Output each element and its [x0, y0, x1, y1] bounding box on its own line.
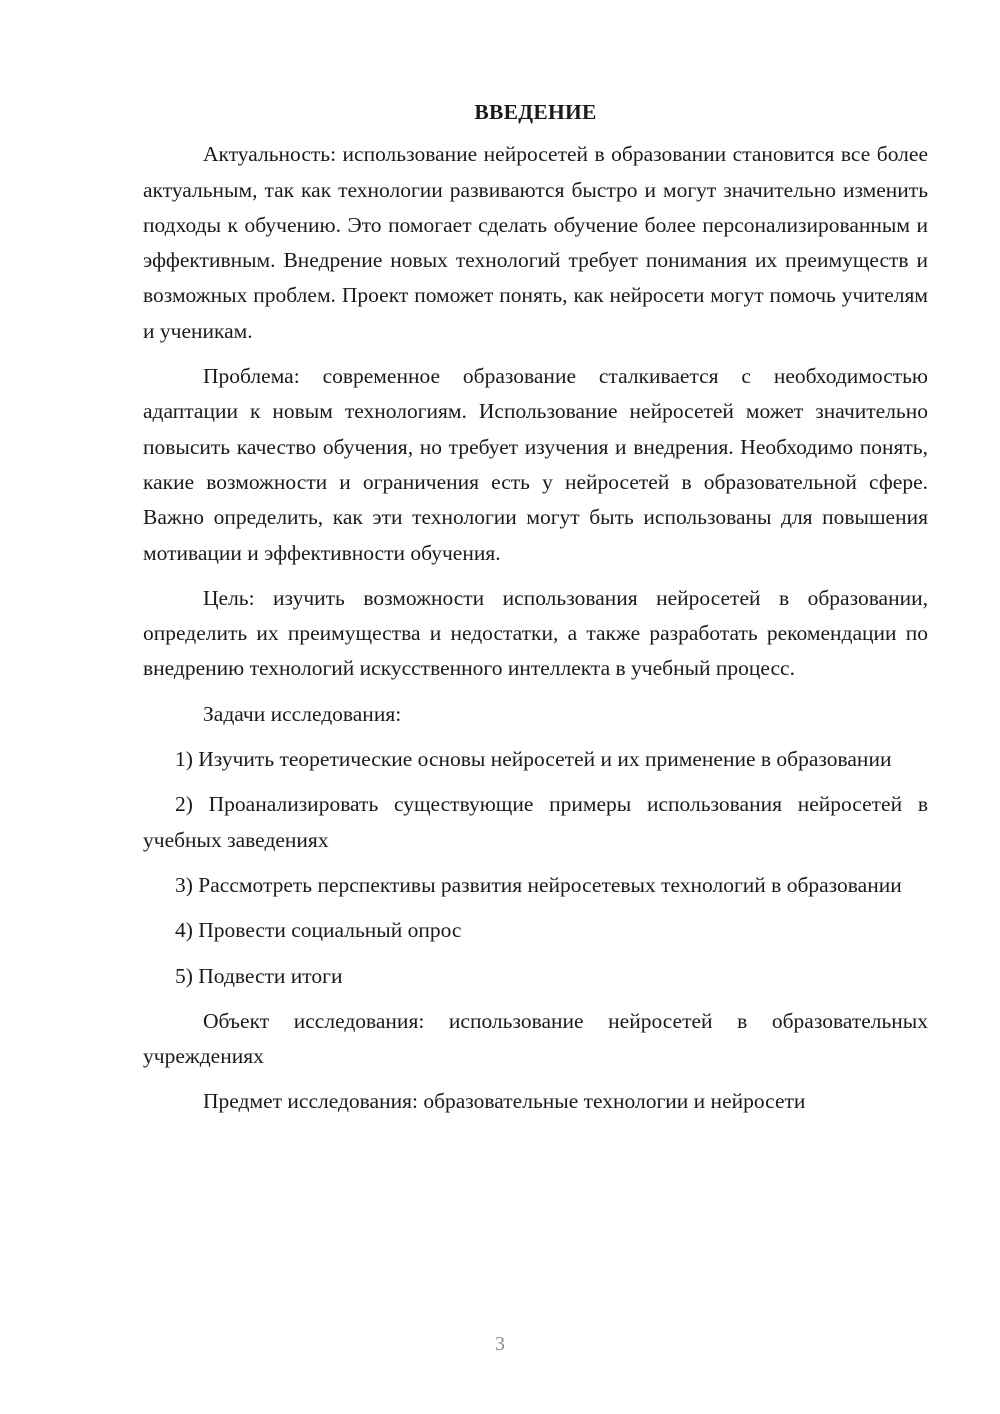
relevance-paragraph: Актуальность: использование нейросетей в образовании становится все более актуальным, так как технологии развиваются быстро и могут значительно изменить подходы к обучению. Это помогает сделать обучение более персонализированным и эффективным. Внедрение новых технологий требует понимания их преимуществ и возможных проблем. Проект поможет понять, как нейросети могут помочь учителям и ученикам. [143, 142, 928, 343]
task-item-5: 5) Подвести итоги [175, 963, 343, 988]
task-item-2: 2) Проанализировать существующие примеры использования нейросетей в учебных заведениях [143, 792, 928, 852]
object-paragraph: Объект исследования: использование нейросетей в образовательных учреждениях [143, 1008, 928, 1069]
page-number: 3 [495, 1333, 505, 1355]
task-item-3: 3) Рассмотреть перспективы развития нейросетевых технологий в образовании [175, 872, 902, 897]
section-title: ВВЕДЕНИЕ [474, 100, 597, 124]
tasks-heading: Задачи исследования: [203, 701, 402, 726]
goal-paragraph: Цель: изучить возможности использования нейросетей в образовании, определить их преимущества и недостатки, а также разработать рекомендации по внедрению технологий искусственного интеллекта в учебный процесс. [143, 585, 928, 681]
task-item-1: 1) Изучить теоретические основы нейросетей и их применение в образовании [175, 747, 892, 772]
problem-paragraph: Проблема: современное образование сталкивается с необходимостью адаптации к новым технологиям. Использование нейросетей может значительно повысить качество обучения, но требует изучения и внедрения. Необходимо понять, какие возможности и ограничения есть у нейросетей в образовательной сфере. Важно определить, как эти технологии могут быть использованы для повышения мотивации и эффективности обучения. [143, 364, 928, 565]
subject-paragraph: Предмет исследования: образовательные технологии и нейросети [203, 1089, 806, 1114]
task-item-4: 4) Провести социальный опрос [175, 918, 462, 943]
document-page [143, 95, 928, 1130]
